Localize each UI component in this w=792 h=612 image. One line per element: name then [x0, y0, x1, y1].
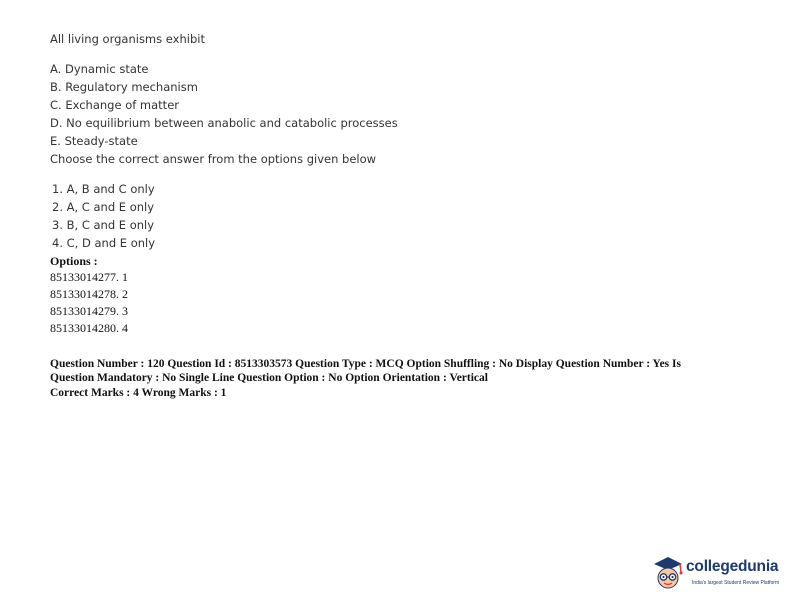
option-id-2: 85133014278. 2	[50, 287, 128, 301]
statement-c: C. Exchange of matter	[50, 98, 179, 112]
option-id-3: 85133014279. 3	[50, 304, 128, 318]
collegedunia-tagline: India's largest Student Review Platform	[692, 580, 780, 586]
statement-a: A. Dynamic state	[50, 62, 149, 76]
answer-choice-2: 2. A, C and E only	[52, 200, 155, 214]
question-stem: All living organisms exhibit	[50, 32, 205, 46]
question-meta-line-3: Correct Marks : 4 Wrong Marks : 1	[50, 387, 227, 399]
answer-choice-3: 3. B, C and E only	[52, 218, 155, 232]
options-heading: Options :	[50, 254, 98, 268]
option-id-4: 85133014280. 4	[50, 321, 128, 335]
answer-choice-1: 1. A, B and C only	[52, 182, 155, 196]
question-meta-line-1: Question Number : 120 Question Id : 8513303573 Question Type : MCQ Option Shuffling : No Display Question Number : Yes Is	[50, 358, 681, 370]
statement-b: B. Regulatory mechanism	[50, 80, 198, 94]
collegedunia-mascot-icon	[650, 552, 686, 594]
option-id-1: 85133014277. 1	[50, 270, 128, 284]
instruction-text: Choose the correct answer from the options given below	[50, 152, 377, 166]
question-meta-line-2: Question Mandatory : No Single Line Question Option : No Option Orientation : Vertical	[50, 372, 488, 384]
collegedunia-logo-text: collegedunia	[686, 558, 779, 575]
statement-e: E. Steady-state	[50, 134, 138, 148]
statement-d: D. No equilibrium between anabolic and catabolic processes	[50, 116, 398, 130]
answer-choice-4: 4. C, D and E only	[52, 236, 156, 250]
